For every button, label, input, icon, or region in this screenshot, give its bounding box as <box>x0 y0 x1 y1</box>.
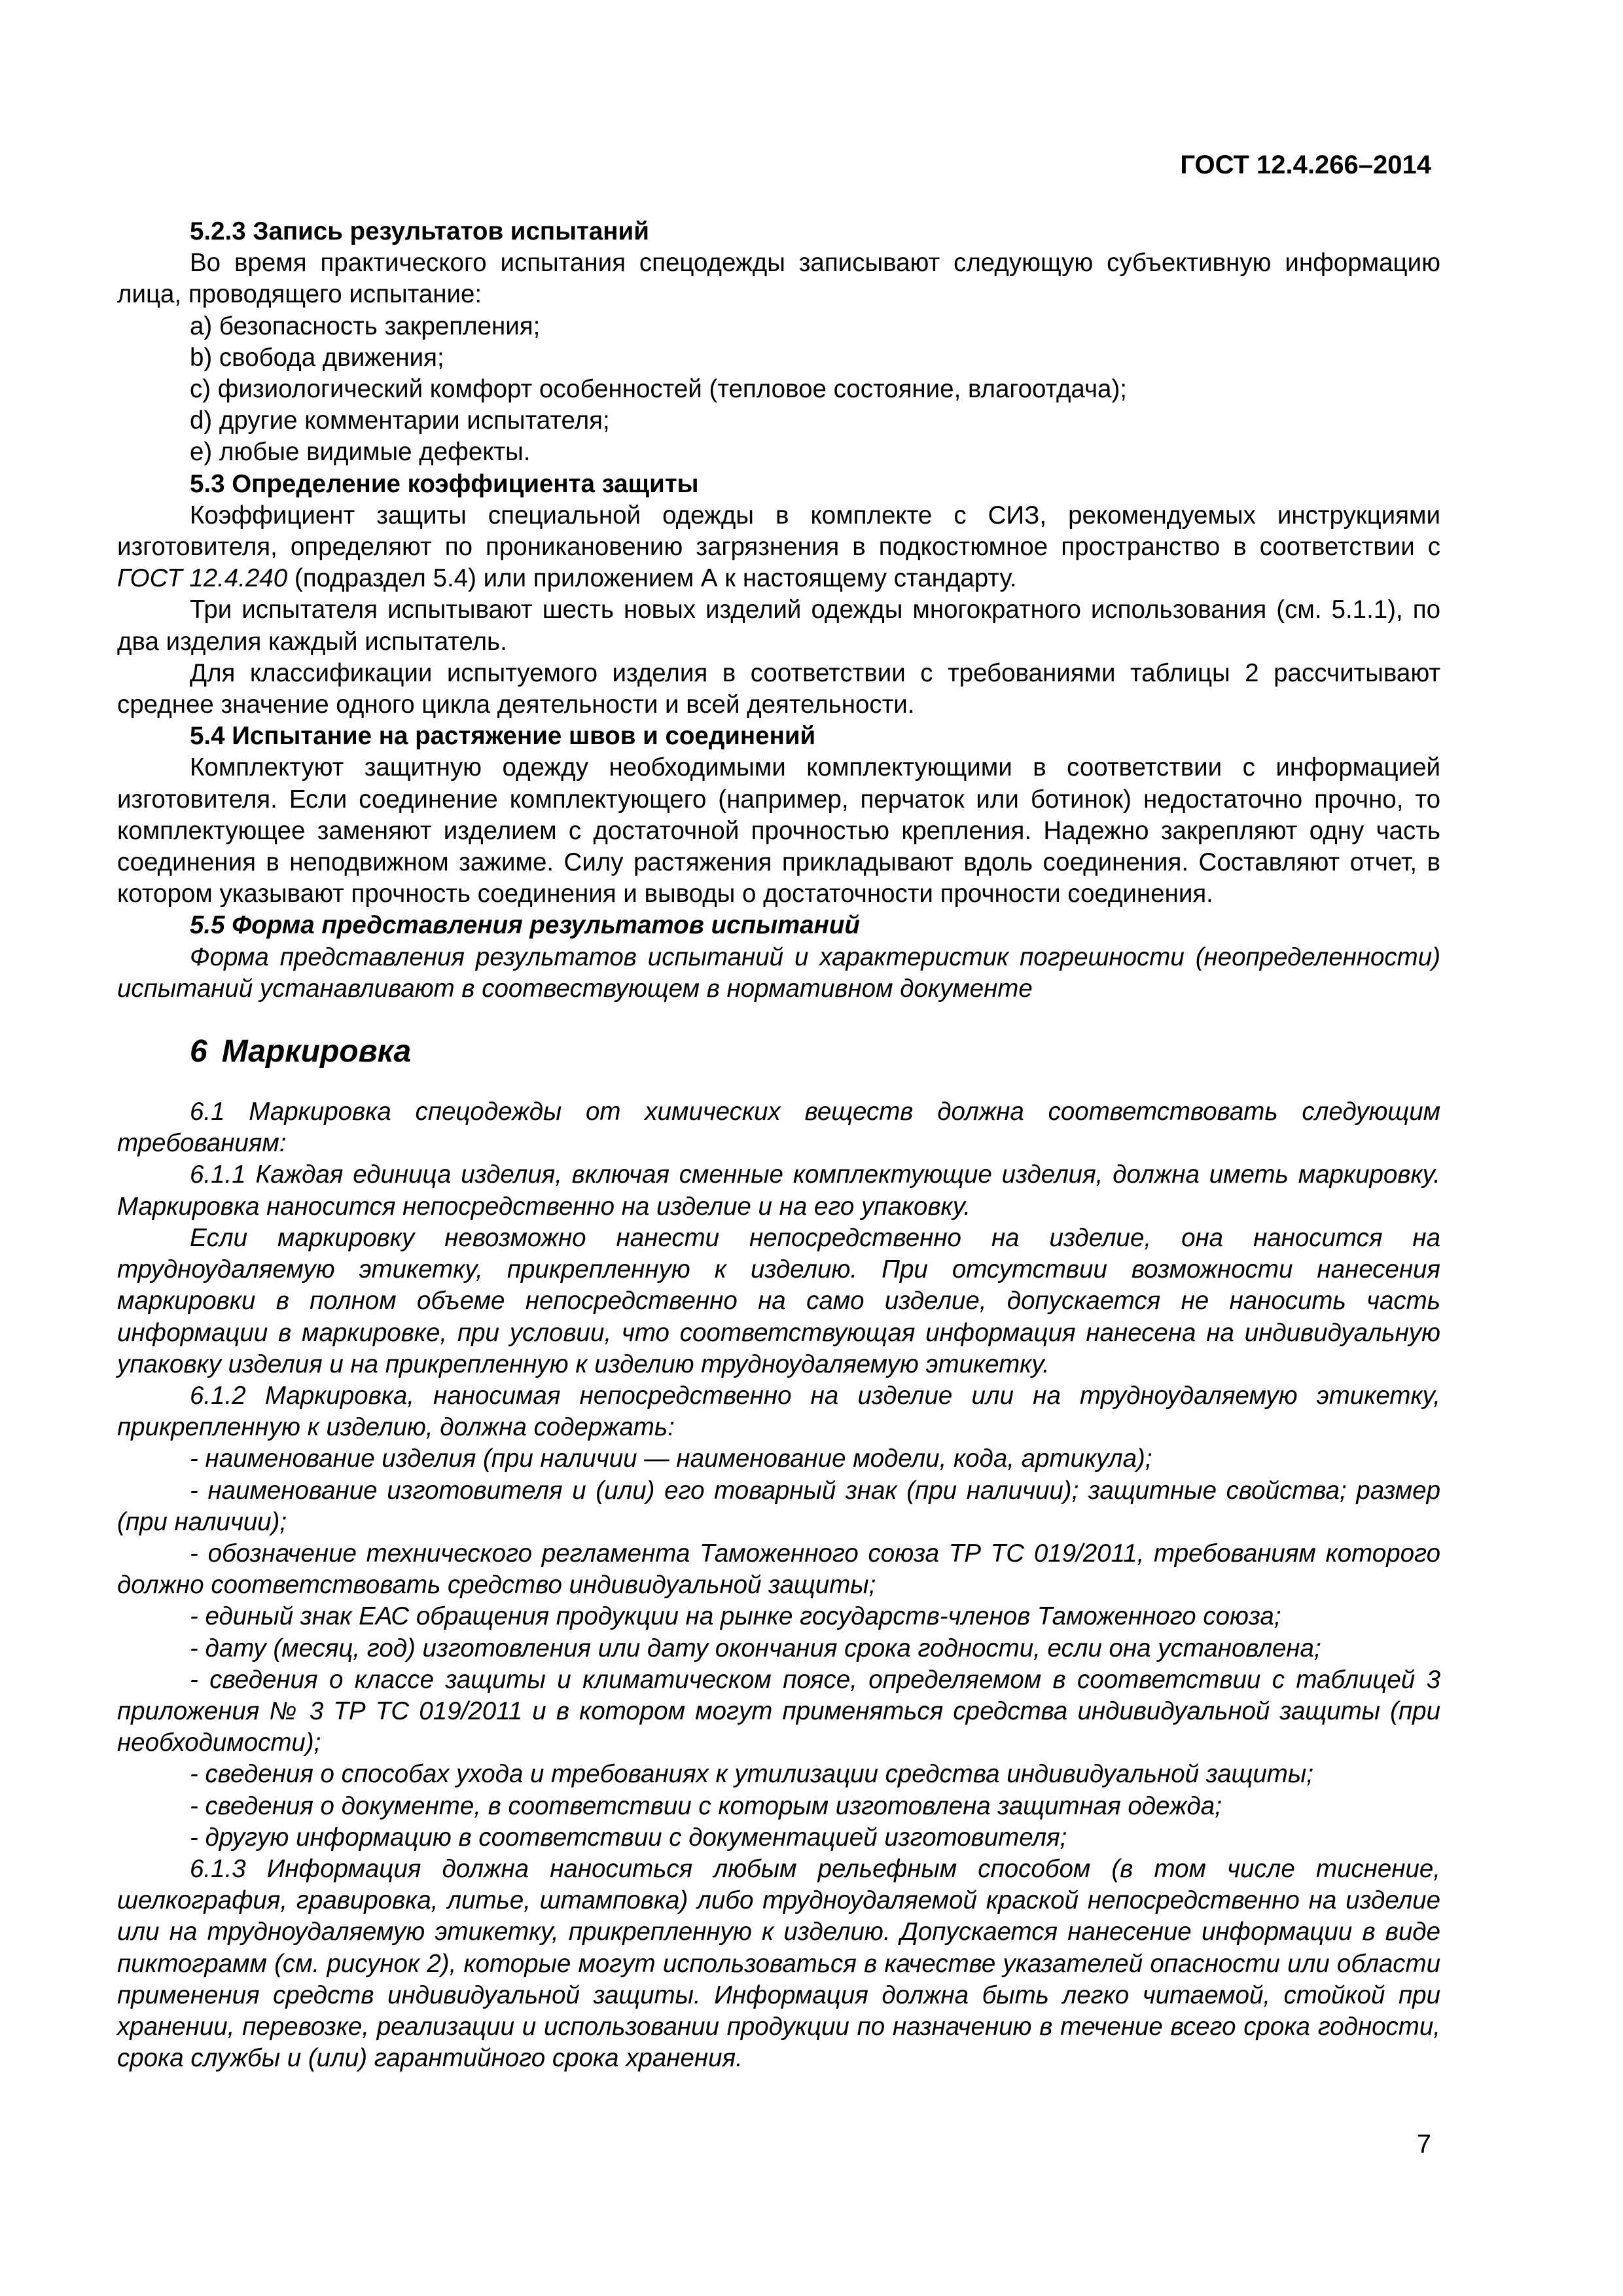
list-item: - сведения о документе, в соответствии с которым изготовлена защитная одежда; <box>190 1791 1222 1820</box>
paragraph: 6.1.2 Маркировка, наносимая непосредственно на изделие или на трудноудаляемую этикетку, прикрепленную к изделию, должна содержать: <box>117 1381 1440 1442</box>
page-number: 7 <box>1416 2130 1431 2159</box>
paragraph: Комплектуют защитную одежду необходимыми комплектующими в соответствии с информацией изготовителя. Если соединение комплектующего (например, перчаток или ботинок) недостаточно прочно, то комплектующее заменяют изделием с достаточной прочностью крепления. Надежно закрепляют одну часть соединения в неподвижном зажиме. Силу растяжения прикладывают вдоль соединения. Составляют отчет, в котором указывают прочность соединения и выводы о достаточности прочности соединения. <box>117 753 1440 908</box>
subsection-heading-5-5: 5.5 Форма представления результатов испытаний <box>190 911 860 940</box>
paragraph: Для классификации испытуемого изделия в соответствии с требованиями таблицы 2 рассчитывают среднее значение одного цикла деятельности и всей деятельности. <box>117 658 1440 719</box>
list-item: c) физиологический комфорт особенностей (тепловое состояние, влагоотдача); <box>190 375 1127 404</box>
paragraph: 6.1.1 Каждая единица изделия, включая сменные комплектующие изделия, должна иметь маркировку. Маркировка наносится непосредственно на изделие и на его упаковку. <box>117 1160 1440 1221</box>
subsection-heading-5-3: 5.3 Определение коэффициента защиты <box>190 469 699 498</box>
page-content <box>117 216 1440 2074</box>
paragraph: 6.1 Маркировка спецодежды от химических веществ должна соответствовать следующим требованиям: <box>117 1098 1440 1158</box>
subsection-heading-5-2-3: 5.2.3 Запись результатов испытаний <box>190 217 649 245</box>
list-item: - обозначение технического регламента Таможенного союза ТР ТС 019/2011, требованиям которого должно соответствовать средство индивидуальной защиты; <box>117 1539 1440 1600</box>
standard-reference: ГОСТ 12.4.240 <box>117 564 288 593</box>
list-item: - единый знак ЕАС обращения продукции на рынке государств-членов Таможенного союза; <box>190 1602 1281 1631</box>
list-item: - другую информацию в соответствии с документацией изготовителя; <box>190 1823 1067 1852</box>
subsection-heading-5-4: 5.4 Испытание на растяжение швов и соединений <box>190 722 816 751</box>
paragraph: Во время практического испытания спецодежды записывают следующую субъективную информацию лица, проводящего испытание: <box>117 249 1440 309</box>
paragraph: Если маркировку невозможно нанести непосредственно на изделие, она наносится на трудноудаляемую этикетку, прикрепленную к изделию. При отсутствии возможности нанесения маркировки в полном объеме непосредственно на само изделие, допускается не наносить часть информации в маркировке, при условии, что соответствующая информация нанесена на индивидуальную упаковку изделия и на прикрепленную к изделию трудноудаляемую этикетку. <box>117 1223 1440 1378</box>
section-number: 6 <box>190 1034 207 1069</box>
list-item: - сведения о способах ухода и требованиях к утилизации средства индивидуальной защиты; <box>190 1760 1313 1789</box>
list-item: - дату (месяц, год) изготовления или дату окончания срока годности, если она установлена; <box>190 1634 1321 1662</box>
list-item: d) другие комментарии испытателя; <box>190 406 610 435</box>
paragraph <box>117 500 1440 595</box>
section-heading-6 <box>190 1033 1440 1070</box>
standard-header: ГОСТ 12.4.266–2014 <box>1180 151 1431 179</box>
section-title: Маркировка <box>221 1034 412 1069</box>
paragraph-text: Коэффициент защиты специальной одежды в комплекте с СИЗ, рекомендуемых инструкциями изготовителя, определяют по проникановению загрязнения в подкостюмное пространство в соответствии с <box>117 501 1440 562</box>
list-item: e) любые видимые дефекты. <box>190 438 531 467</box>
paragraph: 6.1.3 Информация должна наноситься любым рельефным способом (в том числе тиснение, шелкография, гравировка, литье, штамповка) либо трудноудаляемой краской непосредственно на изделие или на трудноудаляемую этикетку, прикрепленную к изделию. Допускается нанесение информации в виде пиктограмм (см. рисунок 2), которые могут использоваться в качестве указателей опасности или области применения средств индивидуальной защиты. Информация должна быть легко читаемой, стойкой при хранении, перевозке, реализации и использовании продукции по назначению в течение всего срока годности, срока службы и (или) гарантийного срока хранения. <box>117 1854 1440 2073</box>
list-item: a) безопасность закрепления; <box>190 312 541 340</box>
list-item: - сведения о классе защиты и климатическом поясе, определяемом в соответствии с таблицей 3 приложения № 3 ТР ТС 019/2011 и в котором могут применяться средства индивидуальной защиты (при необходимости); <box>117 1665 1440 1757</box>
paragraph-text: (подраздел 5.4) или приложением А к настоящему стандарту. <box>287 564 1017 593</box>
list-item: b) свобода движения; <box>190 343 444 372</box>
list-item: - наименование изделия (при наличии — наименование модели, кода, артикула); <box>190 1444 1152 1473</box>
paragraph: Три испытателя испытывают шесть новых изделий одежды многократного использования (см. 5.1.1), по два изделия каждый испытатель. <box>117 596 1440 656</box>
paragraph: Форма представления результатов испытаний и характеристик погрешности (неопределенности) испытаний устанавливают в соотвествующем в нормативном документе <box>117 942 1440 1003</box>
list-item: - наименование изготовителя и (или) его товарный знак (при наличии); защитные свойства; размер (при наличии); <box>117 1476 1440 1536</box>
